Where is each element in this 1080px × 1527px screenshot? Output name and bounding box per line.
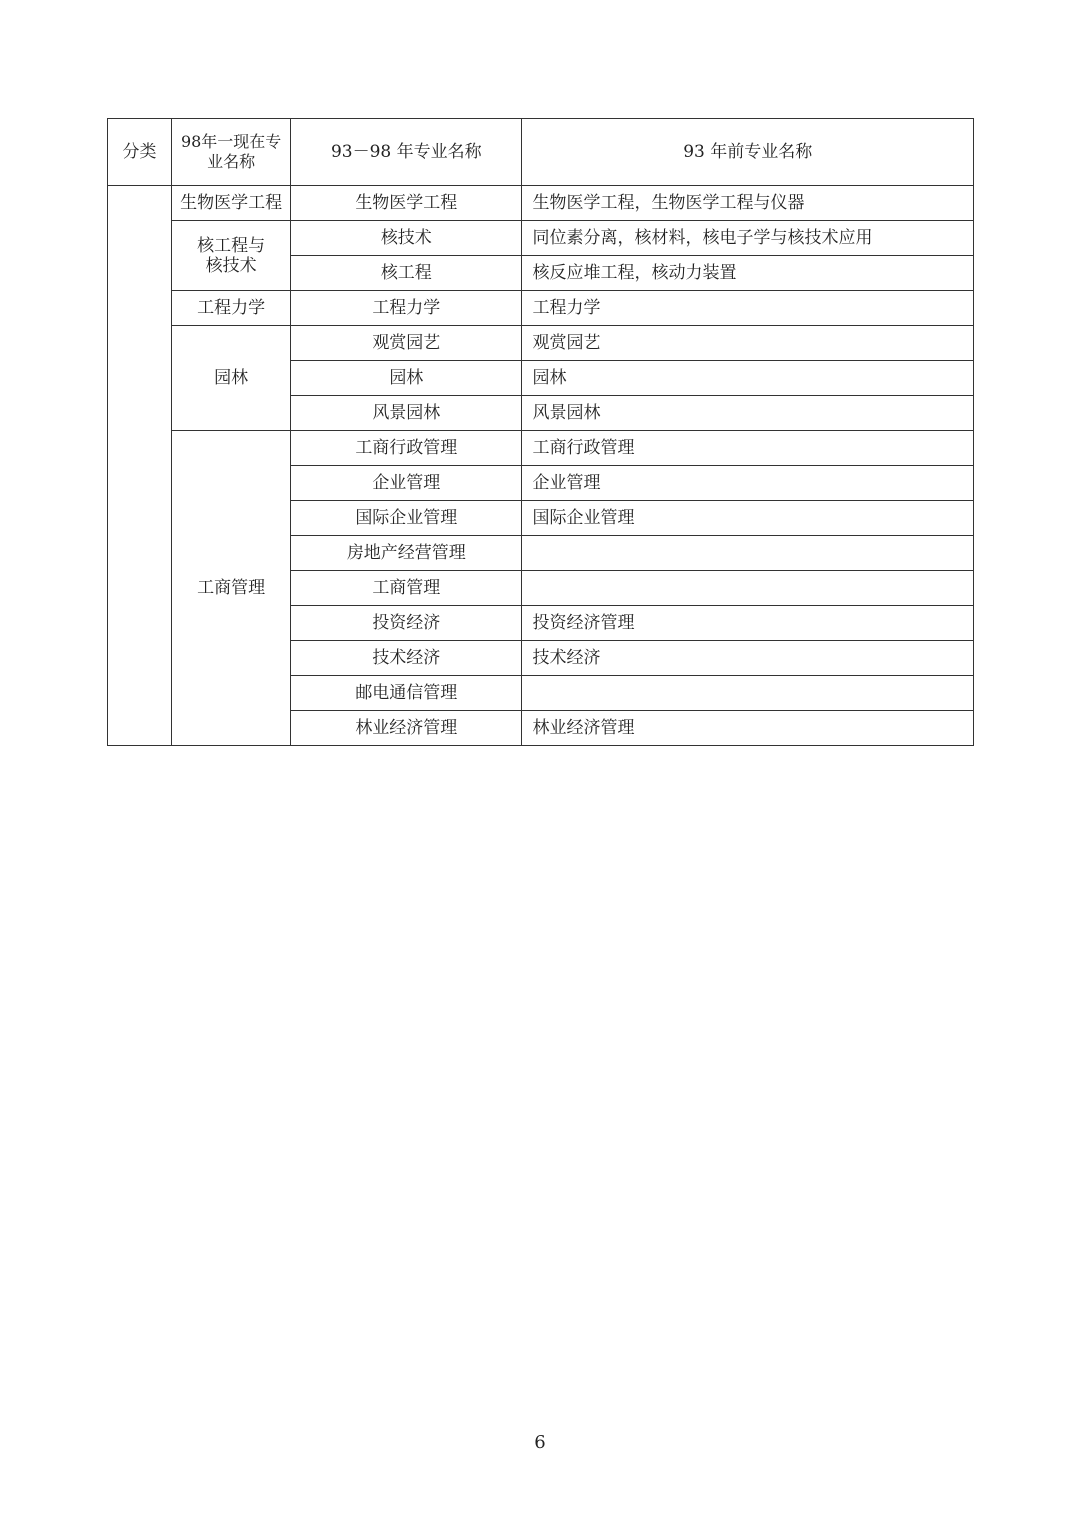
table-row (108, 291, 974, 326)
mid-name-cell: 生物医学工程 (291, 186, 522, 221)
old-name-cell: 生物医学工程，生物医学工程与仪器 (522, 186, 974, 221)
old-name-cell: 投资经济管理 (522, 606, 974, 641)
old-name-cell: 工商行政管理 (522, 431, 974, 466)
old-name-cell: 企业管理 (522, 466, 974, 501)
table-header-row (108, 119, 974, 186)
current-name-cell (172, 221, 291, 291)
header-old-name: 93 年前专业名称 (522, 119, 974, 186)
old-name-cell: 工程力学 (522, 291, 974, 326)
old-name-cell: 核反应堆工程，核动力装置 (522, 256, 974, 291)
mid-name-cell: 国际企业管理 (291, 501, 522, 536)
table-row (108, 431, 974, 466)
header-current-name-text: 98年一现在专业名称 (180, 132, 282, 171)
mid-name-cell: 工商管理 (291, 571, 522, 606)
old-name-cell (522, 571, 974, 606)
mid-name-cell: 邮电通信管理 (291, 676, 522, 711)
mid-name-cell: 核技术 (291, 221, 522, 256)
header-mid-name: 93－98 年专业名称 (291, 119, 522, 186)
mid-name-cell: 观赏园艺 (291, 326, 522, 361)
page-number: 6 (534, 1432, 546, 1453)
old-name-cell: 风景园林 (522, 396, 974, 431)
table-row (108, 186, 974, 221)
mid-name-cell: 工程力学 (291, 291, 522, 326)
old-name-cell: 国际企业管理 (522, 501, 974, 536)
current-name-cell: 工商管理 (172, 431, 291, 746)
current-name-cell: 生物医学工程 (172, 186, 291, 221)
mid-name-cell: 风景园林 (291, 396, 522, 431)
header-current-name (172, 119, 291, 186)
old-name-cell: 林业经济管理 (522, 711, 974, 746)
mid-name-cell: 园林 (291, 361, 522, 396)
table-row (108, 221, 974, 256)
mid-name-cell: 工商行政管理 (291, 431, 522, 466)
old-name-cell: 园林 (522, 361, 974, 396)
old-name-cell: 技术经济 (522, 641, 974, 676)
table-row (108, 326, 974, 361)
mid-name-cell: 林业经济管理 (291, 711, 522, 746)
header-category: 分类 (108, 119, 172, 186)
category-cell (108, 186, 172, 746)
mid-name-cell: 企业管理 (291, 466, 522, 501)
current-name-text: 核工程与核技术 (197, 235, 266, 276)
major-name-table (107, 118, 974, 746)
current-name-cell: 园林 (172, 326, 291, 431)
old-name-cell (522, 676, 974, 711)
mid-name-cell: 投资经济 (291, 606, 522, 641)
mid-name-cell: 技术经济 (291, 641, 522, 676)
current-name-cell: 工程力学 (172, 291, 291, 326)
mid-name-cell: 房地产经营管理 (291, 536, 522, 571)
old-name-cell: 观赏园艺 (522, 326, 974, 361)
old-name-cell (522, 536, 974, 571)
mid-name-cell: 核工程 (291, 256, 522, 291)
old-name-cell: 同位素分离，核材料，核电子学与核技术应用 (522, 221, 974, 256)
